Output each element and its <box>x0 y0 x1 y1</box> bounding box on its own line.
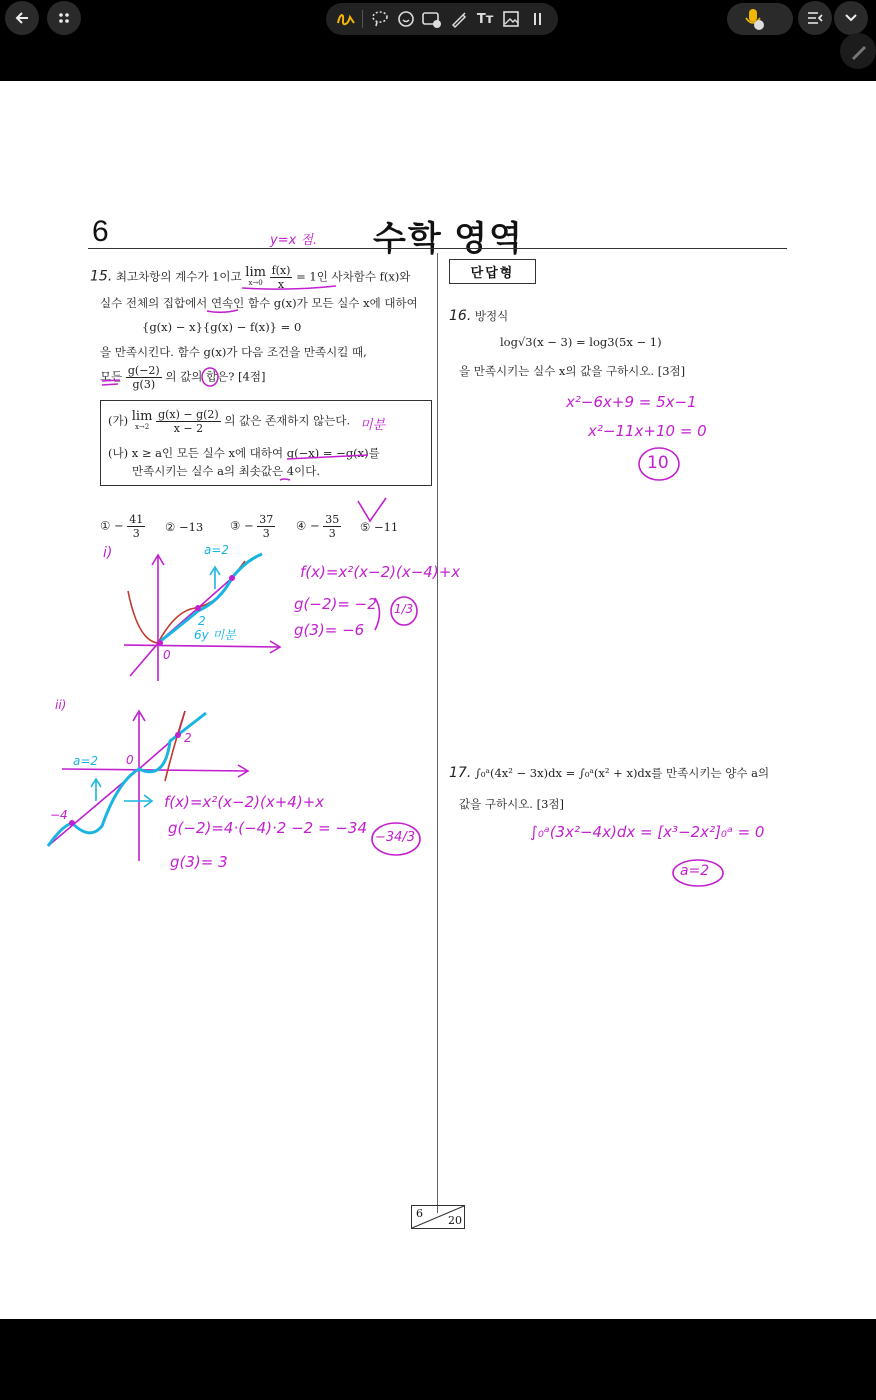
case2-g-3: g(3)= 3 <box>170 853 228 871</box>
tool-divider <box>362 10 363 28</box>
question-15-line4: 모든 $\frac{g(-2)}{g(3)}$ 의 값의 합은? [4점] <box>100 364 266 391</box>
question-16-equation: log√3(x − 3) = log3(5x − 1) <box>500 335 662 349</box>
pause-bars-icon <box>533 12 543 26</box>
lasso-tool-button[interactable] <box>369 8 389 30</box>
case2-f: f(x)=x²(x−2)(x+4)+x <box>164 793 325 811</box>
case2-a-label: a=2 <box>73 754 99 768</box>
q15-lim-fraction: $\frac{f(x)}{x}$ <box>271 264 291 291</box>
q16-work-line1: x²−6x+9 = 5x−1 <box>566 393 697 411</box>
annotation-y-eq-x: y=x 점. <box>270 233 318 248</box>
microphone-icon <box>743 8 763 30</box>
sticker-tool-button[interactable] <box>396 8 416 30</box>
text-tool-button[interactable]: Tт <box>476 11 494 27</box>
condition-a: (가) lim x→2 $\frac{g(x) - g(2)}{x - 2}$ 의 값은 존재하지 않는다. <box>108 408 351 435</box>
highlighter-tool-button[interactable] <box>448 8 468 30</box>
lasso-icon <box>371 10 389 28</box>
case2-neg4-label: −4 <box>50 808 68 822</box>
condition-b-line2: 만족시키는 실수 a의 최솟값은 4이다. <box>132 464 320 478</box>
q16-answer: 10 <box>647 453 669 473</box>
highlighter-icon <box>450 10 468 28</box>
pen-edit-button[interactable] <box>840 33 876 69</box>
case1-label: i) <box>103 545 113 561</box>
section-title: 수학 영역 <box>373 220 524 258</box>
condition-a-fraction: $\frac{g(x) - g(2)}{x - 2}$ <box>158 408 219 435</box>
top-toolbar <box>0 0 876 80</box>
layout-menu-button[interactable] <box>798 1 832 35</box>
voice-record-button[interactable] <box>727 3 793 35</box>
expand-button[interactable] <box>834 1 868 35</box>
question-15-equation: {g(x) − x}{g(x) − f(x)} = 0 <box>142 320 302 334</box>
choice-1[interactable]: ① − $\frac{41}{3}$ <box>100 513 144 540</box>
q17-work: ∫₀ᵃ(3x²−4x)dx = [x³−2x²]₀ᵃ = 0 <box>530 823 765 841</box>
question-16-question: 을 만족시키는 실수 x의 값을 구하시오. [3점] <box>459 364 686 378</box>
question-16-intro: 16. 방정식 <box>449 308 509 324</box>
case1-diff-note: 6y 미분 <box>194 628 236 642</box>
case1-2-label: 2 <box>198 614 206 628</box>
case2-answer: −34/3 <box>375 830 416 845</box>
more-tools-button[interactable] <box>528 8 548 30</box>
pen-tool-button[interactable] <box>336 8 356 30</box>
case1-g-neg2: g(−2)= −2 <box>294 595 377 613</box>
case2-g-neg2: g(−2)=4·(−4)·2 −2 = −34 <box>168 819 367 837</box>
back-arrow-icon <box>14 10 30 26</box>
q15-text: 최고차항의 계수가 1이고 <box>115 269 242 284</box>
q16-work-line2: x²−11x+10 = 0 <box>588 422 707 440</box>
text-box-tool-button[interactable] <box>422 8 442 30</box>
page-number: 6 <box>92 215 109 248</box>
q17-answer: a=2 <box>680 863 710 879</box>
text-box-icon <box>422 10 442 28</box>
question-number: 15. <box>90 268 113 285</box>
footer-page-number: 6 <box>416 1207 423 1220</box>
bottom-bar <box>0 1319 876 1400</box>
question-15-line3: 을 만족시킨다. 함수 g(x)가 다음 조건을 만족시킬 때, <box>100 345 367 359</box>
choice-5[interactable]: ⑤ −11 <box>360 520 399 534</box>
footer-total-pages: 20 <box>448 1214 462 1227</box>
grid-menu-button[interactable] <box>47 1 81 35</box>
image-tool-button[interactable] <box>501 8 521 30</box>
choice-3[interactable]: ③ − $\frac{37}{3}$ <box>230 513 274 540</box>
case1-origin: 0 <box>163 648 171 662</box>
annotation-diff: 미분 <box>360 418 386 433</box>
q15-lim: lim x→0 <box>245 264 266 287</box>
sticker-icon <box>397 10 415 28</box>
case1-g-3: g(3)= −6 <box>294 621 365 639</box>
question-15-line2: 실수 전체의 집합에서 연속인 함수 g(x)가 모든 실수 x에 대하여 <box>100 296 418 310</box>
list-menu-icon <box>807 11 823 25</box>
dots-grid-icon <box>57 11 71 25</box>
case1-f: f(x)=x²(x−2)(x−4)+x <box>300 563 461 581</box>
question-17-line1: 17. ∫₀ᵃ(4x² − 3x)dx = ∫₀ᵃ(x² + x)dx를 만족시키는 양수 a의 <box>449 765 770 781</box>
q15-text: = 1인 사차함수 f(x)와 <box>296 269 411 284</box>
choice-4[interactable]: ④ − $\frac{35}{3}$ <box>296 513 340 540</box>
case1-answer: 1/3 <box>394 602 414 616</box>
image-icon <box>502 10 520 28</box>
case2-2-label: 2 <box>184 731 192 745</box>
q17-answer-circle <box>0 81 876 1319</box>
choice-2[interactable]: ② −13 <box>165 520 204 534</box>
document-page <box>0 81 876 1319</box>
back-button[interactable] <box>5 1 39 35</box>
pen-squiggle-icon <box>336 11 356 27</box>
case2-origin: 0 <box>126 753 134 767</box>
tools-palette <box>326 3 558 35</box>
chevron-down-icon <box>844 13 858 23</box>
q15-ratio-fraction: $\frac{g(-2)}{g(3)}$ <box>127 364 160 391</box>
short-answer-label: 단답형 <box>449 259 536 284</box>
pencil-icon <box>849 41 869 61</box>
case2-label: ii) <box>55 698 67 712</box>
question-17-line2: 값을 구하시오. [3점] <box>459 797 565 811</box>
case1-a-label: a=2 <box>204 543 230 557</box>
condition-b-line1: (나) x ≥ a인 모든 실수 x에 대하여 g(−x) = −g(x)를 <box>108 446 380 460</box>
